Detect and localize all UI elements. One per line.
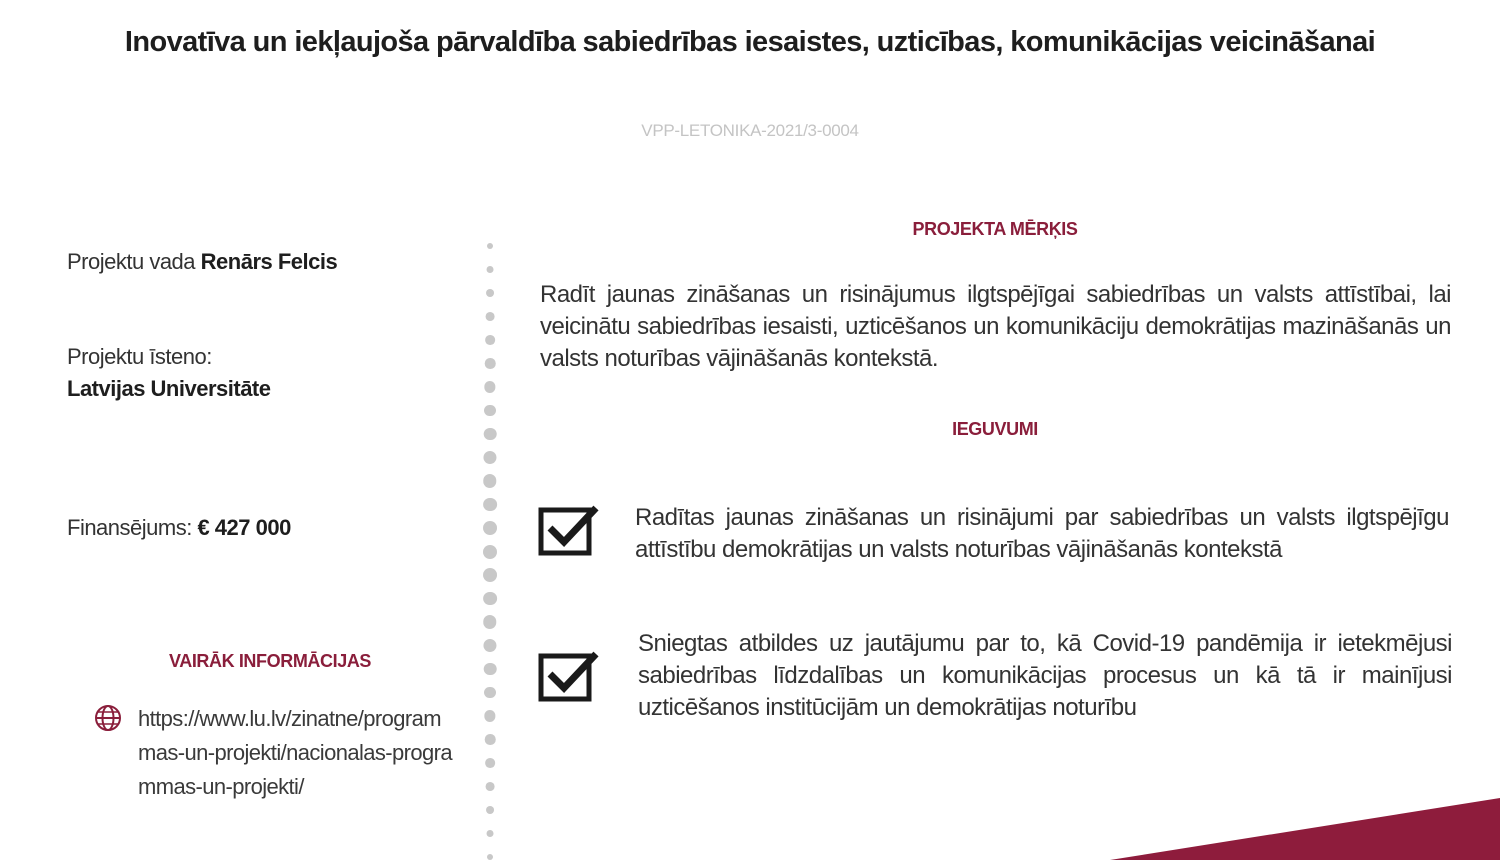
divider-dot <box>483 474 496 487</box>
divider-dot <box>487 854 493 860</box>
project-leader <box>67 246 337 278</box>
info-link-url[interactable]: https://www.lu.lv/zinatne/programmas-un-projekti/nacionalas-programmas-un-projekti/ <box>138 706 453 799</box>
benefits-heading: IEGUVUMI <box>952 419 1038 439</box>
divider-dot <box>485 758 495 768</box>
goal-text: Radīt jaunas zināšanas un risinājumus ilgtspējīgai sabiedrības un valsts attīstībai, lai veicinātu sabiedrības iesaisti, uzticēšanos un komunikāciju demokrātijas mazināšanās un valsts noturības vājināšanās kontekstā. <box>540 281 1451 372</box>
divider-dot <box>483 545 497 559</box>
divider-dot <box>483 498 497 512</box>
checkbox-checked-icon <box>538 504 600 556</box>
project-leader-label: Projektu vada <box>67 249 201 274</box>
divider-dot <box>487 266 494 273</box>
funding-value: € 427 000 <box>197 515 291 540</box>
funding-label: Finansējums: <box>67 515 198 540</box>
divider-dot <box>485 734 496 745</box>
divider-dot <box>484 381 495 392</box>
goal-heading: PROJEKTA MĒRĶIS <box>912 219 1078 239</box>
divider-dot <box>483 521 497 535</box>
divider-dot <box>486 312 495 321</box>
divider-dot <box>483 615 496 628</box>
project-funding <box>67 512 291 544</box>
divider-dot <box>484 405 496 417</box>
divider-dot <box>483 451 496 464</box>
project-implementer <box>67 341 270 405</box>
project-leader-name: Renārs Felcis <box>200 249 338 274</box>
decorative-corner-shape <box>1110 798 1500 860</box>
divider-dot <box>487 830 494 837</box>
divider-dot <box>485 335 495 345</box>
project-implementer-name: Latvijas Universitāte <box>67 376 271 401</box>
divider-dot <box>483 592 497 606</box>
divider-dot <box>486 782 495 791</box>
divider-dot <box>486 289 494 297</box>
project-code: VPP-LETONIKA-2021/3-0004 <box>641 121 859 140</box>
divider-dot <box>484 663 497 676</box>
project-implementer-label: Projektu īsteno: <box>67 344 212 369</box>
benefit-text: Sniegtas atbildes uz jautājumu par to, kā Covid-19 pandēmija ir ietekmējusi sabiedrības līdzdalības un komunikācijas procesus un kā tā ir mainījusi uzticēšanos institūcijām un demokrātijas noturību <box>638 630 1452 721</box>
divider-dot <box>484 710 495 721</box>
divider-dot <box>487 243 493 249</box>
page-title: Inovatīva un iekļaujoša pārvaldība sabiedrības iesaistes, uzticības, komunikācijas veicināšanai <box>124 26 1376 58</box>
divider-dot <box>484 687 496 699</box>
divider-dot <box>486 806 494 814</box>
divider-dot <box>483 639 496 652</box>
checkbox-checked-icon <box>538 650 600 702</box>
divider-dot <box>484 428 497 441</box>
column-divider <box>482 238 498 860</box>
benefit-text: Radītas jaunas zināšanas un risinājumi par sabiedrības un valsts ilgtspējīgu attīstību demokrātijas un valsts noturības vājināšanās kontekstā <box>635 504 1449 563</box>
more-info-heading: VAIRĀK INFORMĀCIJAS <box>168 651 372 671</box>
divider-dot <box>485 358 496 369</box>
divider-dot <box>483 568 497 582</box>
globe-icon <box>93 703 123 738</box>
